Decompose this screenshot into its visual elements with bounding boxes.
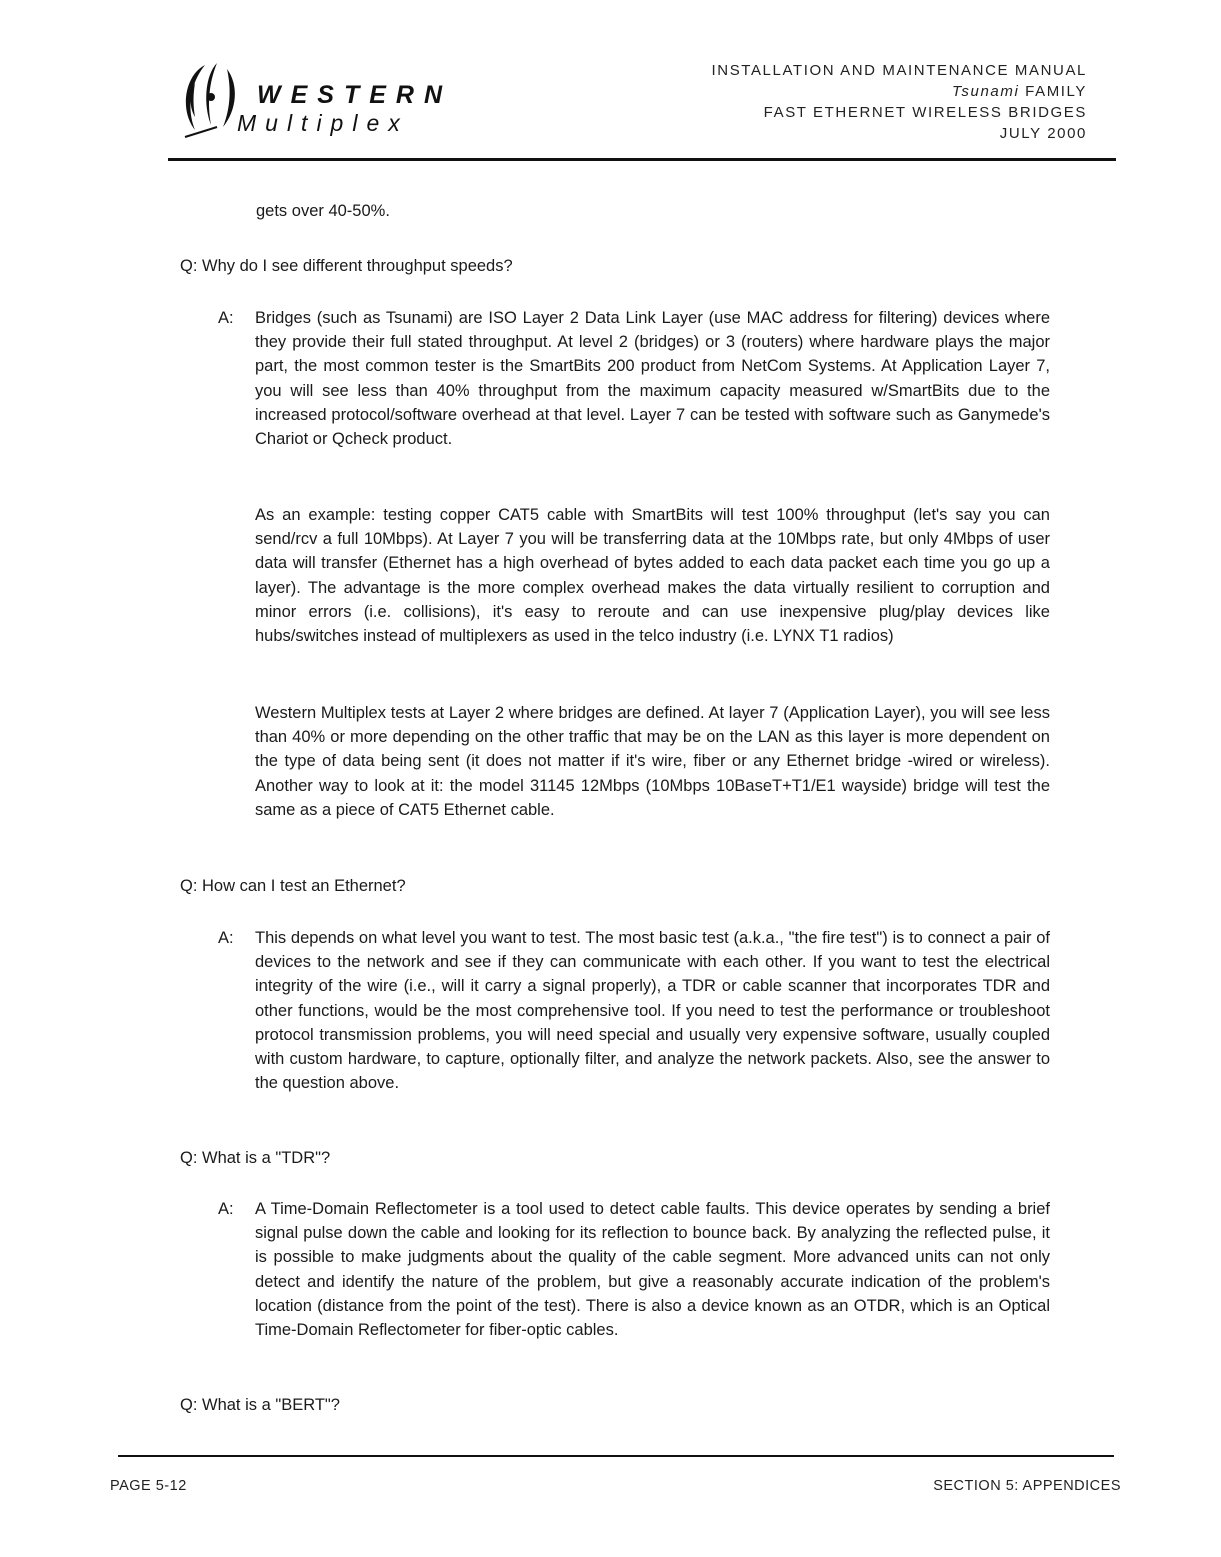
- answer-label: A:: [218, 929, 234, 947]
- question-bert: Q: What is a "BERT"?: [180, 1396, 340, 1414]
- section-label: SECTION 5: APPENDICES: [933, 1478, 1121, 1494]
- document-header: [712, 60, 1088, 144]
- question-tdr: Q: What is a "TDR"?: [180, 1149, 331, 1167]
- product-family: [712, 81, 1088, 102]
- logo-wordmark-multiplex: Multiplex: [237, 110, 409, 136]
- product-family-name: Tsunami: [952, 83, 1020, 100]
- answer-label: A:: [218, 309, 234, 327]
- answer-label: A:: [218, 1200, 234, 1218]
- answer-throughput-para-2: As an example: testing copper CAT5 cable with SmartBits will test 100% throughput (let's say you can send/rcv a full 10Mbps). At Layer 7 you will be transferring data at the 10Mbps rate, but only 4Mbps of user data will transfer (Ethernet has a high overhead of bytes added to each data packet each time you go up a layer). The advantage is the more complex overhead makes the data virtually resilient to corruption and minor errors (i.e. collisions), it's easy to reroute and can use inexpensive plug/play devices like hubs/switches instead of multiplexers as used in the telco industry (i.e. LYNX T1 radios): [255, 506, 1050, 646]
- question-throughput: Q: Why do I see different throughput speeds?: [180, 257, 513, 275]
- company-logo: [165, 55, 455, 145]
- answer-throughput-para-1: Bridges (such as Tsunami) are ISO Layer 2 Data Link Layer (use MAC address for filtering) devices where they provide their full stated throughput. At level 2 (bridges) or 3 (routers) where hardware plays the major part, the most common tester is the SmartBits 200 product from NetCom Systems. At Application Layer 7, you will see less than 40% throughput from the maximum capacity measured w/SmartBits due to the increased protocol/software overhead at that level. Layer 7 can be tested with software such as Ganymede's Chariot or Qcheck product.: [255, 309, 1050, 449]
- header-divider: [168, 158, 1116, 161]
- product-line: FAST ETHERNET WIRELESS BRIDGES: [763, 104, 1087, 121]
- product-family-suffix: FAMILY: [1019, 83, 1087, 100]
- page-number: PAGE 5-12: [110, 1478, 187, 1494]
- footer-divider: [118, 1455, 1114, 1457]
- logo-wordmark-western: WESTERN: [257, 81, 452, 109]
- answer-tdr: A Time-Domain Reflectometer is a tool used to detect cable faults. This device operates by sending a brief signal pulse down the cable and looking for its reflection to bounce back. By analyzing the reflected pulse, it is possible to make judgments about the quality of the cable segment. More advanced units can not only detect and identify the nature of the problem, but give a reasonably accurate indication of the problem's location (distance from the point of the test). There is also a device known as an OTDR, which is an Optical Time-Domain Reflectometer for fiber-optic cables.: [255, 1200, 1050, 1340]
- manual-title: INSTALLATION AND MAINTENANCE MANUAL: [711, 62, 1087, 79]
- question-test-ethernet: Q: How can I test an Ethernet?: [180, 877, 406, 895]
- document-date: JULY 2000: [999, 125, 1087, 142]
- continuation-text: gets over 40-50%.: [256, 202, 390, 220]
- answer-test-ethernet: This depends on what level you want to test. The most basic test (a.k.a., "the fire test") is to connect a pair of devices to the network and see if they can communicate with each other. If you want to test the electrical integrity of the wire (i.e., will it carry a signal properly), a TDR or cable scanner that incorporates TDR and other functions, would be the most comprehensive tool. If you need to test the performance or troubleshoot protocol transmission problems, you will need special and usually very expensive software, usually coupled with custom hardware, to capture, optionally filter, and analyze the network packets. Also, see the answer to the question above.: [255, 929, 1050, 1093]
- answer-throughput-para-3: Western Multiplex tests at Layer 2 where bridges are defined. At layer 7 (Application Layer), you will see less than 40% or more depending on the other traffic that may be on the LAN as this layer is more dependent on the type of data being sent (it does not matter if it's wire, fiber or any Ethernet bridge -wired or wireless). Another way to look at it: the model 31145 12Mbps (10Mbps 10BaseT+T1/E1 wayside) bridge will test the same as a piece of CAT5 Ethernet cable.: [255, 704, 1050, 819]
